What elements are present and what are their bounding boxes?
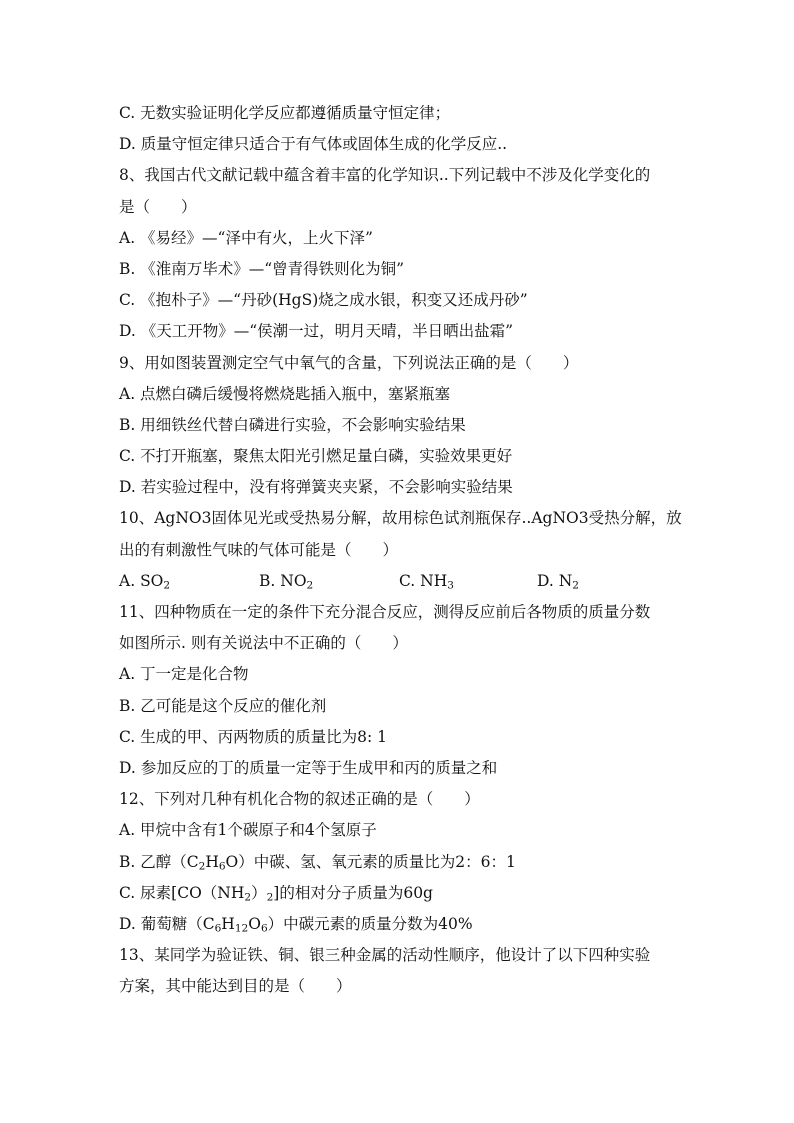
q11-option-d: D. 参加反应的丁的质量一定等于生成甲和丙的质量之和 xyxy=(119,758,498,777)
q12-option-d: D. 葡萄糖$(C_6H_{12}O_6)$中碳元素的质量分数为40% xyxy=(119,914,473,935)
q11-option-a: A. 丁一定是化合物 xyxy=(119,665,249,684)
q8-option-d: D. 《天工开物》—“侯潮一过，明月天晴，半日晒出盐霜” xyxy=(119,322,514,341)
q8-option-a: A. 《易经》—“泽中有火，上火下泽” xyxy=(119,228,373,247)
q12-option-c: C. 尿素$[CO(NH_2)_2]$的相对分子质量为60g xyxy=(119,883,433,904)
q12-option-a: A. 甲烷中含有1个碳原子和4个氢原子 xyxy=(119,821,377,840)
q7-option-c: C. 无数实验证明化学反应都遵循质量守恒定律； xyxy=(119,104,451,122)
q9-option-b: B. 用细铁丝代替白磷进行实验，不会影响实验结果 xyxy=(119,415,466,434)
q9-option-d: D. 若实验过程中，没有将弹簧夹夹紧，不会影响实验结果 xyxy=(119,478,513,497)
q11-option-b: B. 乙可能是这个反应的催化剂 xyxy=(119,696,327,715)
q10-stem-line-1: 10、AgNO3固体见光或受热易分解，故用棕色试剂瓶保存..AgNO3受热分解，放 xyxy=(119,509,682,528)
q10-option-c: C. $NH_3$ xyxy=(399,571,454,592)
q12-stem: 12、下列对几种有机化合物的叙述正确的是（ ） xyxy=(119,790,480,809)
q9-stem: 9、用如图装置测定空气中氧气的含量，下列说法正确的是（ ） xyxy=(119,353,579,372)
q11-stem-line-1: 11、四种物质在一定的条件下充分混合反应，测得反应前后各物质的质量分数 xyxy=(119,603,651,621)
q10-option-d: D. $N_2$ xyxy=(537,571,579,592)
q12-option-b: B. 乙醇$(C_2H_6O)$中碳、氢、氧元素的质量比为2：6：1 xyxy=(119,852,516,873)
q9-option-c: C. 不打开瓶塞，聚焦太阳光引燃足量白磷，实验效果更好 xyxy=(119,447,513,466)
q9-option-a: A. 点燃白磷后缓慢将燃烧匙插入瓶中，塞紧瓶塞 xyxy=(119,384,451,403)
q13-stem-line-1: 13、某同学为验证铁、铜、银三种金属的活动性顺序，他设计了以下四种实验 xyxy=(119,946,651,965)
q8-stem-line-2: 是（ ） xyxy=(119,197,197,216)
q11-stem-line-2: 如图所示. 则有关说法中不正确的（ ） xyxy=(119,634,408,653)
q8-option-c: C. 《抱朴子》—“丹砂(HgS)烧之成水银，积变又还成丹砂” xyxy=(119,291,528,310)
q11-option-c: C. 生成的甲、丙两物质的质量比为8: 1 xyxy=(119,727,388,746)
q10-options xyxy=(119,566,679,597)
q10-stem-line-2: 出的有刺激性气味的气体可能是（ ） xyxy=(119,540,399,559)
q10-option-b: B. $NO_2$ xyxy=(259,571,314,592)
q8-option-b: B. 《淮南万毕术》—“曾青得铁则化为铜” xyxy=(119,259,405,278)
q8-stem-line-1: 8、我国古代文献记载中蕴含着丰富的化学知识..下列记载中不涉及化学变化的 xyxy=(119,166,651,185)
q13-stem-line-2: 方案，其中能达到目的是（ ） xyxy=(119,977,352,996)
question-content xyxy=(119,98,682,1002)
q10-option-a: A. $SO_2$ xyxy=(119,571,171,592)
q7-option-d: D. 质量守恒定律只适合于有气体或固体生成的化学反应.. xyxy=(119,135,508,154)
